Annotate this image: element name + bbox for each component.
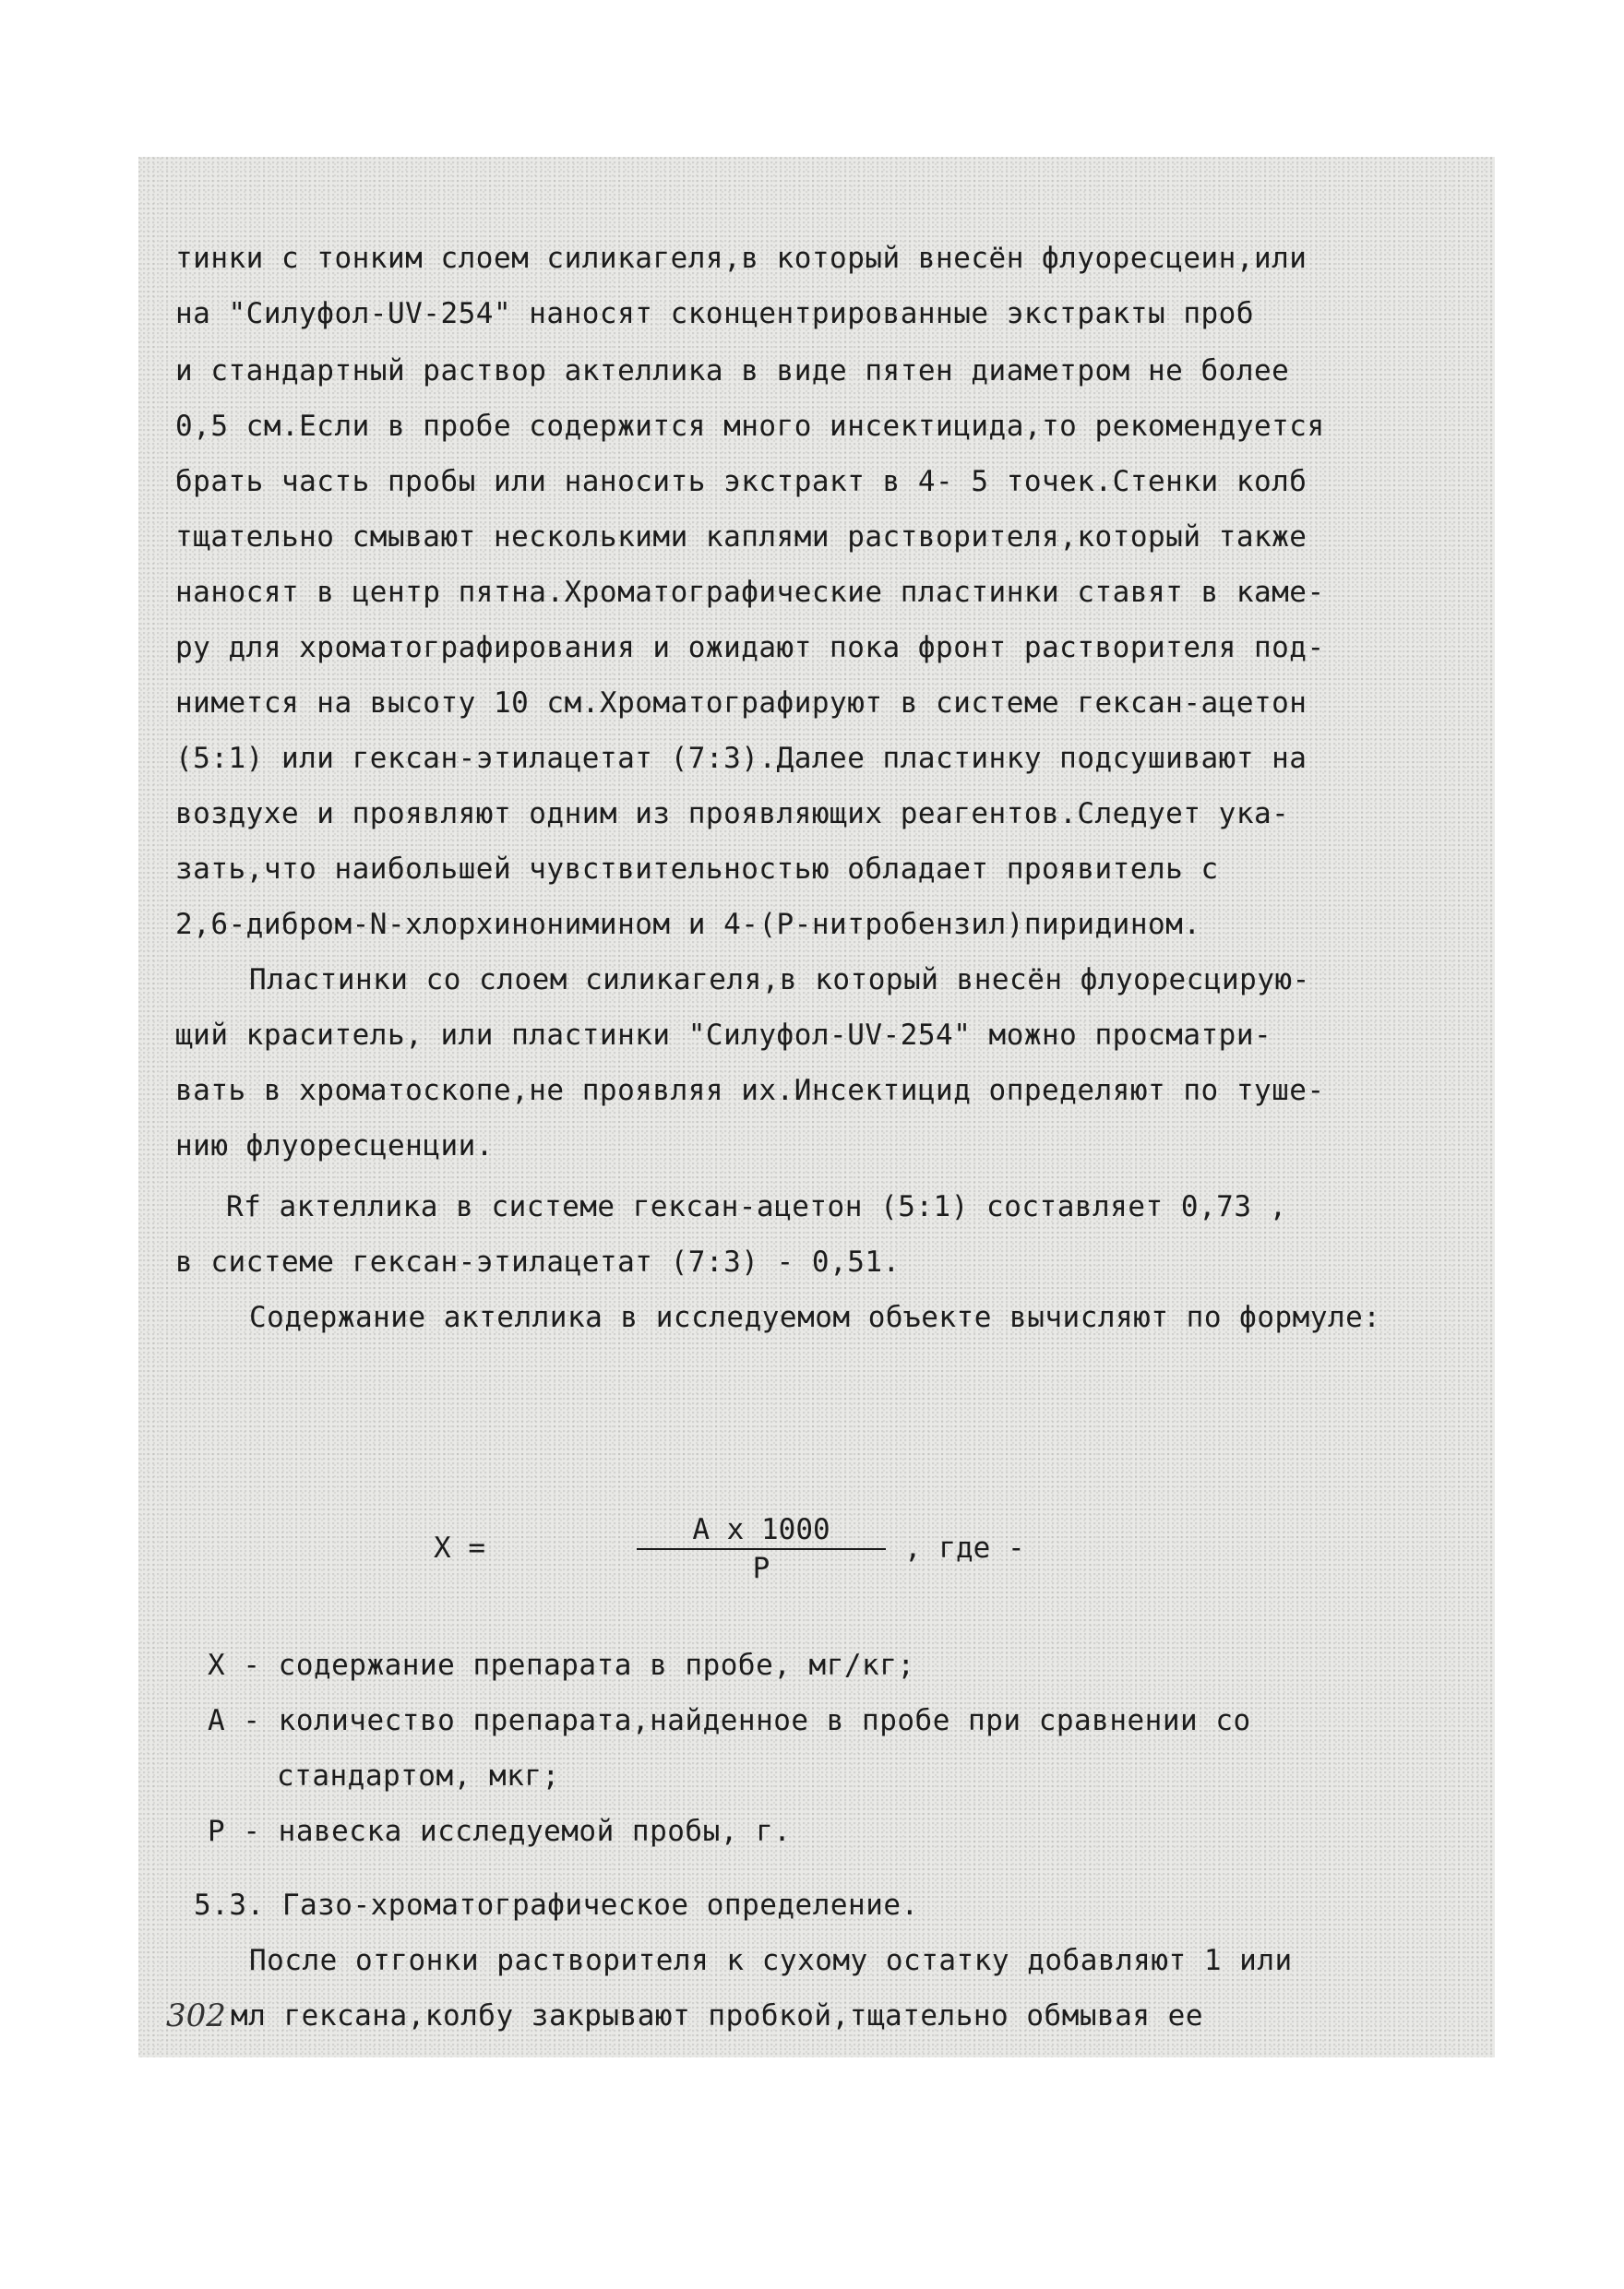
text-line: вать в хроматоскопе,не проявляя их.Инсектицид определяют по туше-	[175, 1074, 1325, 1107]
text-line: щий краситель, или пластинки "Силуфол-UV-254" можно просматри-	[175, 1019, 1272, 1052]
formula	[434, 1513, 1080, 1596]
definition-line: стандартом, мкг;	[277, 1759, 560, 1793]
text-line: нию флуоресценции.	[175, 1129, 494, 1162]
text-line: Содержание актеллика в исследуемом объекте вычисляют по формуле:	[249, 1301, 1381, 1334]
text-line: тщательно смывают несколькими каплями растворителя,который также	[175, 520, 1308, 554]
text-line: наносят в центр пятна.Хроматографические пластинки ставят в каме-	[175, 576, 1325, 609]
formula-suffix: , где -	[904, 1532, 1025, 1565]
text-line: тинки с тонким слоем силикагеля,в который внесён флуоресцеин,или	[175, 242, 1308, 275]
text-line: воздухе и проявляют одним из проявляющих реагентов.Следует ука-	[175, 797, 1290, 830]
text-line: на "Силуфол-UV-254" наносят сконцентрированные экстракты проб	[175, 297, 1254, 330]
text-line: (5:1) или гексан-этилацетат (7:3).Далее пластинку подсушивают на	[175, 742, 1308, 775]
text-line: в системе гексан-этилацетат (7:3) - 0,51.	[175, 1246, 901, 1279]
text-line: 2,6-дибром-N-хлорхинонимином и 4-(Р-нитробензил)пиридином.	[175, 908, 1201, 941]
text-line: брать часть пробы или наносить экстракт в 4- 5 точек.Стенки колб	[175, 465, 1308, 498]
definition-line: P - навеска исследуемой пробы, г.	[208, 1815, 792, 1848]
text-line: мл гексана,колбу закрывают пробкой,тщательно обмывая ее	[231, 1999, 1203, 2033]
text-line: ру для хроматографирования и ожидают пока фронт растворителя под-	[175, 631, 1325, 664]
formula-denominator: P	[752, 1552, 770, 1585]
text-line: и стандартный раствор актеллика в виде пятен диаметром не более	[175, 354, 1290, 387]
section-heading: 5.3. Газо-хроматографическое определение.	[194, 1889, 919, 1922]
page-number: 302	[166, 1997, 226, 2034]
formula-fraction	[637, 1513, 886, 1585]
text-line: нимется на высоту 10 см.Хроматографируют в системе гексан-ацетон	[175, 686, 1308, 720]
text-line: Rf актеллика в системе гексан-ацетон (5:1) составляет 0,73 ,	[226, 1190, 1287, 1223]
definition-line: A - количество препарата,найденное в пробе при сравнении со	[208, 1704, 1251, 1737]
text-line: Пластинки со слоем силикагеля,в который внесён флуоресцирую-	[249, 963, 1310, 996]
text-line: 0,5 см.Если в пробе содержится много инсектицида,то рекомендуется	[175, 410, 1325, 443]
text-line: После отгонки растворителя к сухому остатку добавляют 1 или	[249, 1944, 1293, 1977]
formula-lhs: X =	[434, 1532, 485, 1565]
formula-numerator: A x 1000	[637, 1513, 886, 1550]
definition-line: X - содержание препарата в пробе, мг/кг;	[208, 1649, 915, 1682]
text-line: зать,что наибольшей чувствительностью обладает проявитель с	[175, 852, 1219, 886]
